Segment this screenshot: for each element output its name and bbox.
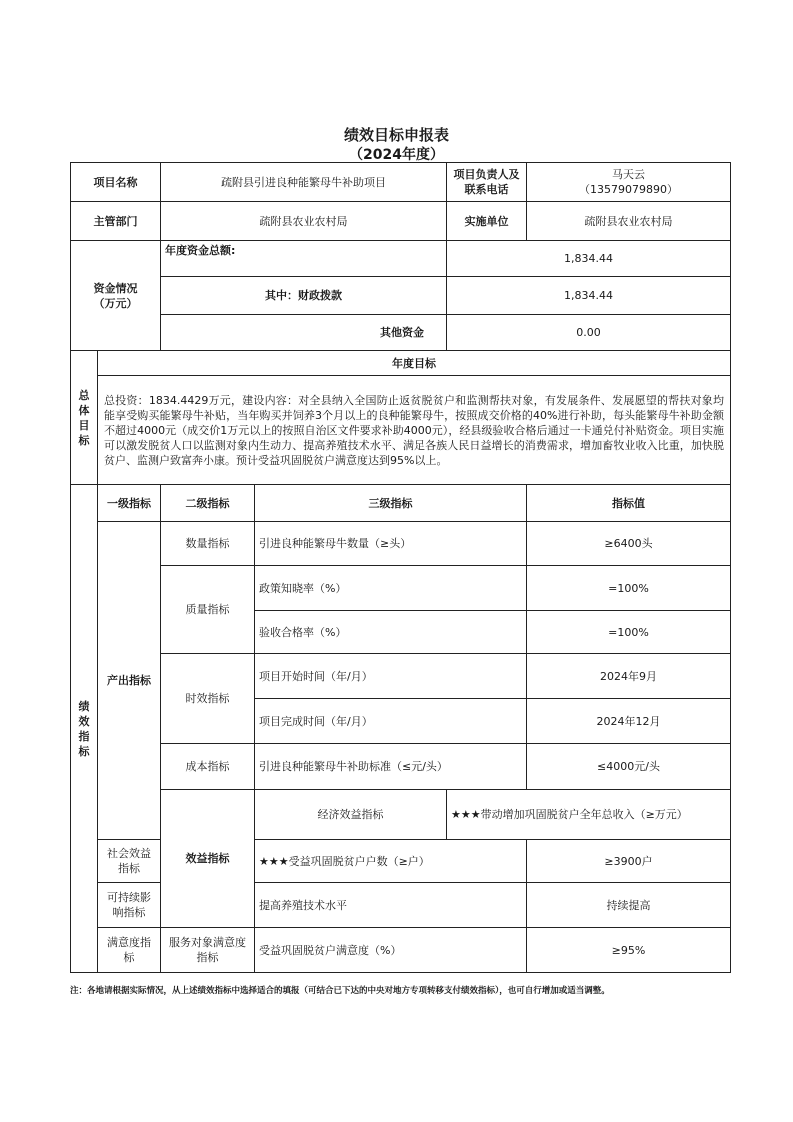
sustainable-impact-label: 可持续影响指标 (98, 883, 161, 928)
time-indicator-label: 时效指标 (161, 654, 255, 744)
dept-label: 主管部门 (71, 202, 161, 241)
funds-total-label: 年度资金总额: (161, 241, 447, 277)
quantity-indicator-value: ≥6400头 (527, 522, 731, 566)
indicator-side-char: 标 (78, 744, 90, 758)
satisfaction-item: 受益巩固脱贫户满意度（%） (255, 928, 527, 973)
quality-indicator-label: 质量指标 (161, 566, 255, 654)
project-name-value: 疏附县引进良种能繁母牛补助项目 (161, 163, 447, 202)
time-indicator-value: 2024年12月 (527, 699, 731, 744)
indicator-side-char: 绩 (78, 699, 90, 713)
overall-side-char: 标 (78, 433, 90, 447)
cost-indicator-value: ≤4000元/头 (527, 744, 731, 790)
annual-target-text: 总投资：1834.4429万元，建设内容：对全县纳入全国防止返贫脱贫户和监测帮扶对象，有发展条件、发展愿望的帮扶对象均能享受购买能繁母牛补贴，当年购买并饲养3个月以上的良种能繁母牛，按照成交价格的40%进行补助，每头能繁母牛补助金额不超过4000元（成交价1万元以上的按照自治区文件要求补助4000元），经县级验收合格后通过一卡通兑付补贴资金。项目实施可以激发脱贫人口以监测对象内生动力、提高养殖技术水平、满足各族人民日益增长的消费需求，增加畜牧业收入比重，加快脱贫户、监测户致富奔小康。预计受益巩固脱贫户满意度达到95%以上。 (98, 376, 731, 485)
level1-header: 一级指标 (98, 485, 161, 522)
overall-side-char: 体 (78, 403, 90, 417)
level2-header: 二级指标 (161, 485, 255, 522)
unit-label: 实施单位 (447, 202, 527, 241)
quality-indicator-item: 验收合格率（%） (255, 611, 527, 654)
social-benefit-label: 社会效益指标 (98, 840, 161, 883)
project-name-label: 项目名称 (71, 163, 161, 202)
social-benefit-value: ≥3900户 (527, 840, 731, 883)
time-indicator-item: 项目完成时间（年/月） (255, 699, 527, 744)
form-title: 绩效目标申报表 (343, 126, 449, 144)
footnote: 注：各地请根据实际情况，从上述绩效指标中选择适合的填报（可结合已下达的中央对地方专项转移支付绩效指标），也可自行增加或适当调整。 (70, 986, 610, 996)
performance-target-table (70, 162, 731, 973)
funds-fiscal-value: 1,834.44 (447, 277, 731, 315)
quality-indicator-value: =100% (527, 611, 731, 654)
indicator-side-char: 指 (78, 729, 90, 743)
funds-label (71, 241, 161, 351)
annual-target-header: 年度目标 (98, 351, 731, 376)
service-satisfaction-label: 服务对象满意度指标 (161, 928, 255, 973)
quantity-indicator-item: 引进良种能繁母牛数量（≥头） (255, 522, 527, 566)
sustainable-impact-item: 提高养殖技术水平 (255, 883, 527, 928)
performance-indicators-side-label (71, 485, 98, 973)
quality-indicator-item: 政策知晓率（%） (255, 566, 527, 611)
satisfaction-indicator-label: 满意度指标 (98, 928, 161, 973)
economic-benefit-label: 经济效益指标 (255, 790, 447, 840)
unit-value: 疏附县农业农村局 (527, 202, 731, 241)
funds-label-line2: （万元） (93, 296, 138, 310)
indicator-value-header: 指标值 (527, 485, 731, 522)
owner-phone: （13579079890） (579, 183, 678, 196)
funds-other-value: 0.00 (447, 315, 731, 351)
satisfaction-value: ≥95% (527, 928, 731, 973)
owner-label: 项目负责人及联系电话 (447, 163, 527, 202)
time-indicator-item: 项目开始时间（年/月） (255, 654, 527, 699)
owner-contact (527, 163, 731, 202)
time-indicator-value: 2024年9月 (527, 654, 731, 699)
cost-indicator-item: 引进良种能繁母牛补助标准（≤元/头） (255, 744, 527, 790)
owner-name: 马天云 (612, 168, 645, 181)
sustainable-impact-value: 持续提高 (527, 883, 731, 928)
quantity-indicator-label: 数量指标 (161, 522, 255, 566)
funds-label-line1: 资金情况 (93, 281, 138, 295)
indicator-side-char: 效 (78, 714, 90, 728)
quality-indicator-value: =100% (527, 566, 731, 611)
overall-side-char: 目 (78, 418, 90, 432)
funds-fiscal-label: 其中：财政拨款 (161, 277, 447, 315)
cost-indicator-label: 成本指标 (161, 744, 255, 790)
overall-side-char: 总 (78, 388, 90, 402)
social-benefit-item: ★★★受益巩固脱贫户户数（≥户） (255, 840, 527, 883)
output-indicator-label: 产出指标 (98, 522, 161, 840)
funds-total-value: 1,834.44 (447, 241, 731, 277)
overall-target-side-label (71, 351, 98, 485)
benefit-indicator-label: 效益指标 (161, 790, 255, 928)
dept-value: 疏附县农业农村局 (161, 202, 447, 241)
economic-benefit-item: ★★★带动增加巩固脱贫户全年总收入（≥万元） (447, 790, 731, 840)
form-subtitle: （2024年度） (349, 147, 444, 163)
funds-other-label: 其他资金 (161, 315, 447, 351)
level3-header: 三级指标 (255, 485, 527, 522)
